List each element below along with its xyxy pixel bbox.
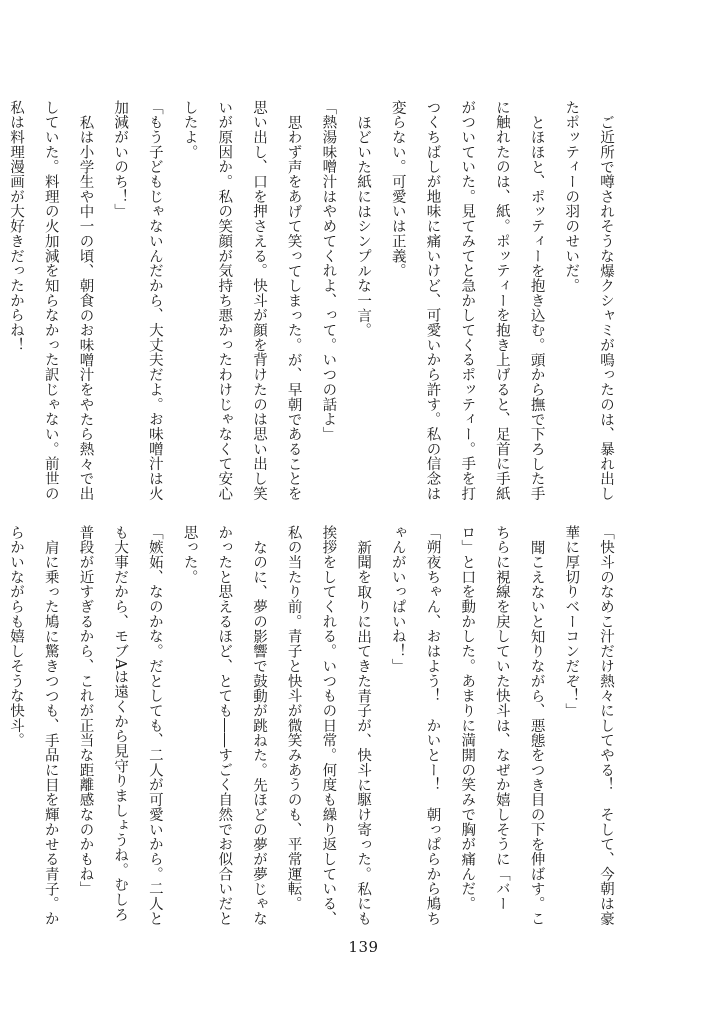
dialogue-line: 「もう子どもじゃないんだから、大丈夫だよ。お味噌汁は火加減がいのち！」 bbox=[112, 100, 163, 501]
paragraph: ご近所で噂されそうな爆クシャミが鳴ったのは、暴れ出したポッティーの羽のせいだ。 bbox=[563, 100, 614, 501]
paragraph: なのに、夢の影響で鼓動が跳ねた。先ほどの夢が夢じゃなかったと思えるほど、とても――すごく自然でお似合いだと思った。 bbox=[181, 525, 267, 926]
page-number: 139 bbox=[348, 938, 379, 956]
upper-text-block bbox=[8, 100, 623, 502]
paragraph: 思わず声をあげて笑ってしまった。が、早朝であることを思い出し、口を押さえる。快斗が顔を背けたのは思い出し笑いが原因か。私の笑顔が気持ち悪かったわけじゃなくて安心したよ。 bbox=[181, 100, 302, 501]
paragraph: 聞こえないと知りながら、悪態をつき目の下を伸ばす。こちらに視線を戻していた快斗は、なぜか嬉しそうに「バーロ」と口を動かした。あまりに満開の笑みで胸が痛んだ。 bbox=[459, 525, 545, 926]
paragraph: 私は小学生や中一の頃、朝食のお味噌汁をやたら熱々で出していた。料理の火加減を知らなかった訳じゃない。前世の私は料理漫画が大好きだったからね！ bbox=[8, 100, 94, 501]
dialogue-line: 「朔夜ちゃん、おはよう！ かいとー！ 朝っぱらから鳩ちゃんがいっぱいね！」 bbox=[389, 525, 441, 926]
dialogue-line: 「熱湯味噌汁はやめてくれよ、って。いつの話よ」 bbox=[320, 100, 337, 442]
paragraph: 新聞を取りに出てきた青子が、快斗に駆け寄った。私にも挨拶をしてくれる。いつもの日常。何度も繰り返している、私の当たり前。青子と快斗が微笑みあうのも、平常運転。 bbox=[285, 525, 372, 926]
dialogue-line: 「快斗のなめこ汁だけ熱々にしてやる！ そして、今朝は豪華に厚切りベーコンだぞ！」 bbox=[563, 525, 614, 926]
dialogue-line: 「嫉妬、なのかな。だとしても、二人が可愛いから。二人とも大事だから、モブAは遠くから見守りましょうね。むしろ普段が近すぎるから、これが正当な距離感なのかもね」 bbox=[77, 525, 163, 926]
lower-text-block bbox=[8, 525, 623, 927]
paragraph: 肩に乗った鳩に驚きつつも、手品に目を輝かせる青子。からかいながらも嬉しそうな快斗。 bbox=[8, 525, 59, 926]
paragraph: とほほと、ポッティーを抱き込む。頭から撫で下ろした手に触れたのは、紙。ポッティーを抱き上げると、足首に手紙がついていた。見てみてと急かしてくるポッティー。手を打つくちばしが地味に痛いけど、可愛いから許す。私の信念は変らない。可愛いは正義。 bbox=[389, 100, 545, 501]
paragraph: ほどいた紙にはシンプルな一言。 bbox=[355, 114, 372, 338]
